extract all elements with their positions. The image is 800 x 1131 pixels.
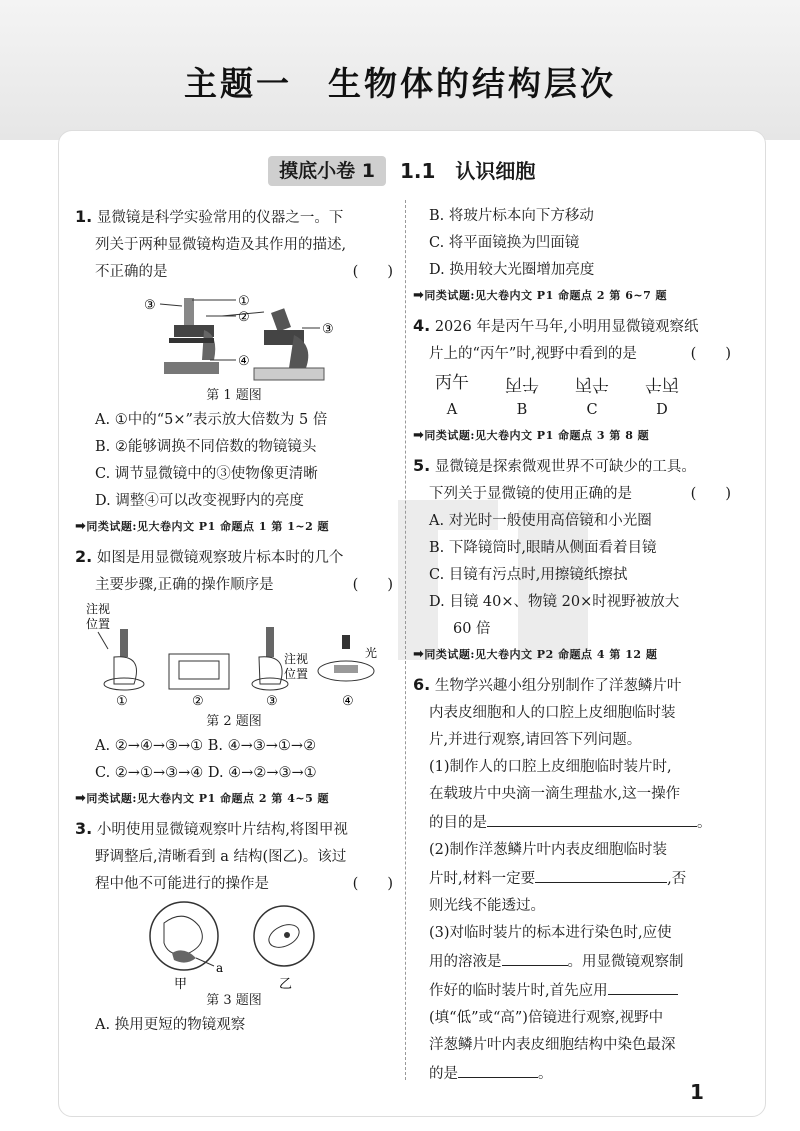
microscope-figure: [124, 290, 344, 385]
q6-part1-line1: (1)制作人的口腔上皮细胞临时装片时,: [429, 759, 672, 775]
q5-option-a: A. 对光时一般使用高倍镜和小光圈: [429, 513, 652, 529]
q1-option-c: C. 调节显微镜中的③使物像更清晰: [95, 466, 318, 482]
section-title: 1.1 认识细胞: [400, 159, 536, 183]
q4-stem-line2: 片上的“丙午”时,视野中看到的是: [429, 346, 637, 362]
q3-stem-line3: 程中他不可能进行的操作是: [95, 876, 269, 892]
q6-stem-line1: 生物学兴趣小组分别制作了洋葱鳞片叶: [434, 678, 682, 694]
q5-reference: ➡同类试题:见大卷内文 P2 命题点 4 第 12 题: [413, 647, 658, 662]
q6-part3-line2-end: 。用显微镜观察制: [567, 954, 684, 970]
q3-option-d: D. 换用较大光圈增加亮度: [429, 262, 595, 278]
q1-option-a: A. ①中的“5×”表示放大倍数为 5 倍: [95, 412, 328, 428]
label-position-2: 位置: [284, 667, 309, 681]
label-watch-1: 注视: [86, 602, 111, 616]
q6-part2-line2: 片时,材料一定要: [429, 871, 536, 887]
q6-number: 6.: [413, 675, 431, 694]
q5-option-d: D. 目镜 40×、物镜 20×时视野被放大: [429, 594, 680, 610]
label-jia: 甲: [174, 977, 188, 990]
q2-option-d: D. ④→②→③→①: [207, 765, 317, 781]
label-4: ④: [238, 354, 250, 369]
q1-number: 1.: [75, 207, 93, 226]
q6-part2-line1: (2)制作洋葱鳞片叶内表皮细胞临时装: [429, 842, 668, 858]
q3-answer-paren: ( ): [352, 876, 393, 892]
q6-answer-blank-1[interactable]: [487, 808, 697, 827]
label-3-right: ③: [322, 322, 334, 337]
quiz-tag: 摸底小卷 1: [268, 156, 386, 186]
q1-stem-line1: 显微镜是科学实验常用的仪器之一。下: [96, 210, 344, 226]
q3-option-a: A. 换用更短的物镜观察: [95, 1017, 246, 1033]
arrow-icon: ➡: [413, 288, 425, 303]
q4-choice-b: 午丙 B: [505, 374, 539, 418]
page-number: 1: [690, 1080, 704, 1104]
q6-part3-line5: 洋葱鳞片叶内表皮细胞结构中染色最深: [429, 1037, 676, 1053]
arrow-icon: ➡: [413, 647, 425, 662]
left-column: [75, 203, 393, 1039]
q2-option-a: A. ②→④→③→①: [95, 738, 204, 754]
q2-option-b: B. ④→③→①→②: [207, 738, 317, 754]
q5-option-d-continued: 60 倍: [453, 621, 491, 637]
question-3: [75, 815, 393, 1039]
step-4-label: ④: [342, 694, 354, 709]
page-title: 主题一 生物体的结构层次: [184, 64, 616, 103]
q1-option-d: D. 调整④可以改变视野内的亮度: [95, 493, 304, 509]
q2-reference: ➡同类试题:见大卷内文 P1 命题点 2 第 4~5 题: [75, 791, 330, 806]
q5-answer-paren: ( ): [690, 486, 731, 502]
arrow-icon: ➡: [413, 428, 425, 443]
q3-number: 3.: [75, 819, 93, 838]
q6-part1-line3: 的目的是: [429, 815, 487, 831]
q6-part2-line3: 则光线不能透过。: [429, 898, 545, 914]
column-divider: [405, 200, 406, 1080]
q6-stem-line3: 片,并进行观察,请回答下列问题。: [429, 732, 642, 748]
q2-answer-paren: ( ): [352, 577, 393, 593]
q5-stem-line2: 下列关于显微镜的使用正确的是: [429, 486, 632, 502]
q6-part3-line3: 作好的临时装片时,首先应用: [429, 983, 608, 999]
q2-number: 2.: [75, 547, 93, 566]
label-yi: 乙: [279, 977, 293, 990]
q2-option-c: C. ②→①→③→④: [95, 765, 204, 781]
q1-stem-line3: 不正确的是: [95, 264, 168, 280]
q6-part3-line1: (3)对临时装片的标本进行染色时,应使: [429, 925, 672, 941]
q5-stem-line1: 显微镜是探索微观世界不可缺少的工具。: [434, 459, 696, 475]
q3-stem-line1: 小明使用显微镜观察叶片结构,将图甲视: [96, 822, 348, 838]
q4-number: 4.: [413, 316, 431, 335]
q6-answer-blank-2[interactable]: [535, 864, 667, 883]
q6-part1-line2: 在载玻片中央滴一滴生理盐水,这一操作: [429, 786, 681, 802]
q4-choice-a: 丙午 A: [435, 373, 469, 418]
q2-stem-line2: 主要步骤,正确的操作顺序是: [95, 577, 274, 593]
q6-answer-blank-3[interactable]: [502, 947, 568, 966]
q5-option-b: B. 下降镜筒时,眼睛从侧面看着目镜: [429, 540, 657, 556]
question-5: [413, 452, 731, 665]
step-1-label: ①: [116, 694, 128, 709]
q3-option-c: C. 将平面镜换为凹面镜: [429, 235, 580, 251]
label-1: ①: [238, 294, 250, 309]
label-3-left: ③: [144, 298, 156, 313]
q4-stem-line1: 2026 年是丙午马年,小明用显微镜观察纸: [434, 319, 699, 335]
q6-part3-line2: 用的溶液是: [429, 954, 502, 970]
q6-part3-line4: (填“低”或“高”)倍镜进行观察,视野中: [429, 1010, 664, 1026]
label-light: 光: [365, 646, 378, 660]
question-4: [413, 312, 731, 446]
q1-caption: 第 1 题图: [206, 388, 262, 403]
section-banner: [268, 152, 568, 190]
q1-answer-paren: ( ): [352, 264, 393, 280]
q1-reference: ➡同类试题:见大卷内文 P1 命题点 1 第 1~2 题: [75, 519, 330, 534]
step-2-label: ②: [192, 694, 204, 709]
q6-answer-blank-4[interactable]: [608, 976, 678, 995]
question-6: [413, 671, 731, 1088]
label-a: a: [216, 961, 224, 975]
q3-reference: ➡同类试题:见大卷内文 P1 命题点 2 第 6~7 题: [413, 288, 668, 303]
step-3-label: ③: [266, 694, 278, 709]
q6-part3-end: 。: [538, 1066, 553, 1082]
q3-stem-line2: 野调整后,清晰看到 a 结构(图乙)。该过: [95, 849, 347, 865]
q4-choice-d: 午丙 D: [645, 374, 679, 418]
q1-stem-line2: 列关于两种显微镜构造及其作用的描述,: [95, 237, 347, 253]
view-field-figure: [124, 898, 344, 990]
question-2: [75, 543, 393, 809]
operation-steps-figure: [84, 599, 384, 711]
label-watch-2: 注视: [284, 652, 309, 666]
q6-part3-line6: 的是: [429, 1066, 458, 1082]
q6-part1-end: 。: [697, 815, 712, 831]
q5-number: 5.: [413, 456, 431, 475]
label-position-1: 位置: [86, 617, 111, 631]
q2-stem-line1: 如图是用显微镜观察玻片标本时的几个: [96, 550, 344, 566]
q1-option-b: B. ②能够调换不同倍数的物镜镜头: [95, 439, 317, 455]
label-2: ②: [238, 310, 250, 325]
q2-caption: 第 2 题图: [206, 714, 262, 729]
q5-option-c: C. 目镜有污点时,用擦镜纸擦拭: [429, 567, 628, 583]
question-1: [75, 203, 393, 537]
q6-part2-line2-end: ,否: [667, 871, 687, 887]
q4-answer-paren: ( ): [690, 346, 731, 362]
q4-reference: ➡同类试题:见大卷内文 P1 命题点 3 第 8 题: [413, 428, 650, 443]
arrow-icon: ➡: [75, 791, 87, 806]
q3-option-b: B. 将玻片标本向下方移动: [429, 208, 594, 224]
q3-caption: 第 3 题图: [206, 993, 262, 1008]
q6-stem-line2: 内表皮细胞和人的口腔上皮细胞临时装: [429, 705, 676, 721]
q6-answer-blank-5[interactable]: [458, 1059, 538, 1078]
right-column: [413, 203, 731, 1088]
q4-choice-c: 丙午 C: [575, 374, 609, 418]
arrow-icon: ➡: [75, 519, 87, 534]
